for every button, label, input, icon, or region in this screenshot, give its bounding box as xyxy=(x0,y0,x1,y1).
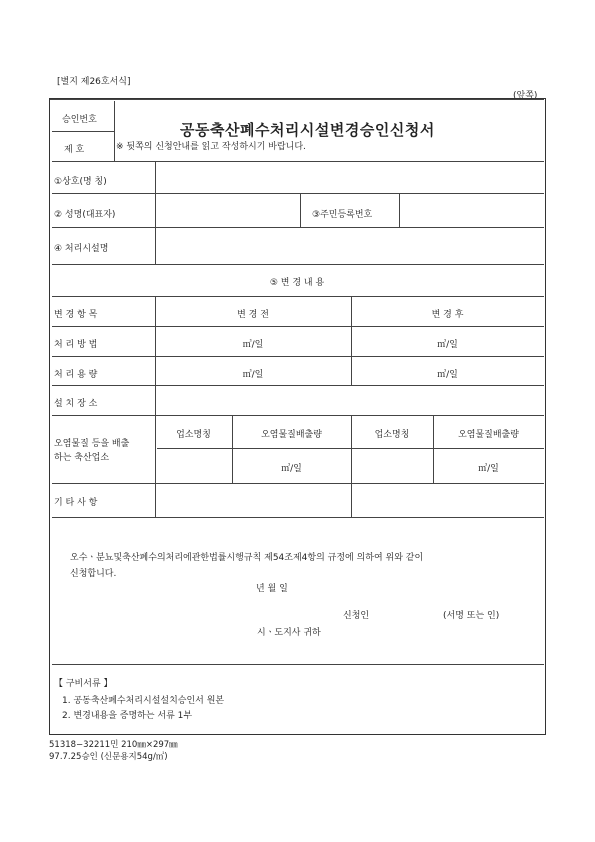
discharge-before-unit: ㎥/일 xyxy=(281,464,302,474)
page-side-label: (앞쪽) xyxy=(513,91,538,101)
resident-number-label: ③주민등록번호 xyxy=(312,210,373,220)
installation-location-label: 설 치 장 소 xyxy=(54,399,98,409)
declaration-date: 년 월 일 xyxy=(256,584,288,594)
company-name-label: ①상호(명 칭) xyxy=(54,177,107,187)
discharge-after-unit: ㎥/일 xyxy=(478,464,499,474)
approval-number-label: 승인번호 xyxy=(62,115,97,125)
after-change-label: 변 경 후 xyxy=(431,310,464,320)
footer-line-2: 97.7.25승인 (신문용지54g/㎡) xyxy=(49,752,168,762)
footer-line-1: 51318−32211민 210㎜×297㎜ xyxy=(49,740,178,750)
form-number: [별지 제26호서식] xyxy=(57,77,131,87)
form-note: ※ 뒷쪽의 신청안내를 읽고 작성하시기 바랍니다. xyxy=(116,142,306,152)
documents-heading: 【 구비서류 】 xyxy=(54,679,113,689)
facility-name-label: ④ 처리시설명 xyxy=(54,244,109,254)
number-label: 제 호 xyxy=(64,145,85,155)
biz-name-header-after: 업소명칭 xyxy=(374,430,410,440)
treatment-capacity-label: 처 리 용 량 xyxy=(54,370,98,380)
discharge-header-after: 오염물질배출량 xyxy=(458,430,519,440)
signature-label: (서명 또는 인) xyxy=(443,611,500,621)
applicant-label: 신청인 xyxy=(343,611,370,621)
method-after-unit: ㎥/일 xyxy=(437,340,458,350)
method-before-unit: ㎥/일 xyxy=(242,340,264,350)
change-section-title: ⑤ 변 경 내 용 xyxy=(269,278,325,288)
document-item-2: 2. 변경내용을 증명하는 서류 1부 xyxy=(62,711,193,721)
biz-name-header-before: 업소명칭 xyxy=(176,430,211,440)
change-item-label: 변 경 항 목 xyxy=(54,310,98,320)
polluter-label-line-2: 하는 축산업소 xyxy=(54,453,110,463)
capacity-before-unit: ㎥/일 xyxy=(242,370,264,380)
form-title: 공동축산폐수처리시설변경승인신청서 xyxy=(180,121,435,139)
declaration-text-line-1: 오수ㆍ분뇨및축산폐수의처리에관한법률시행규칙 제54조제4항의 규정에 의하여 위와 같이 xyxy=(70,553,424,563)
discharge-header-before: 오염물질배출량 xyxy=(261,430,322,440)
treatment-method-label: 처 리 방 법 xyxy=(54,340,98,350)
polluter-label-line-1: 오염물질 등을 배출 xyxy=(54,439,130,449)
before-change-label: 변 경 전 xyxy=(237,310,269,320)
capacity-after-unit: ㎥/일 xyxy=(437,370,458,380)
other-matters-label: 기 타 사 항 xyxy=(54,498,98,508)
form-frame xyxy=(49,98,546,735)
document-item-1: 1. 공동축산폐수처리시설설치승인서 원본 xyxy=(62,696,225,706)
declaration-text-line-2: 신청합니다. xyxy=(70,569,117,579)
name-representative-label: ② 성명(대표자) xyxy=(54,210,116,220)
recipient-label: 시ㆍ도지사 귀하 xyxy=(257,628,321,638)
